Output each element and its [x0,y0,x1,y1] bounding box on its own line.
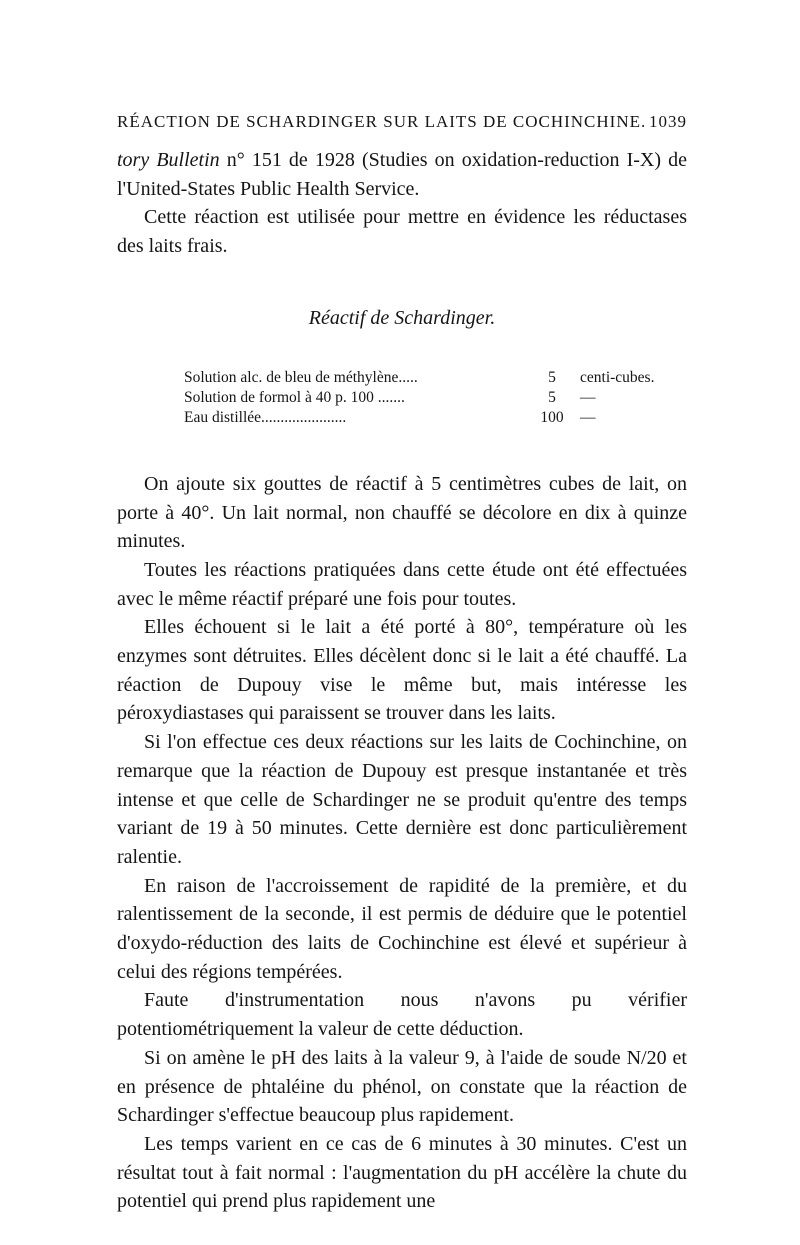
reagent-name: Solution alc. de bleu de méthylène..... [184,368,418,386]
paragraph: Cette réaction est utilisée pour mettre en évidence les réductases des laits frais. [117,206,687,258]
reagent-unit: — [580,388,596,406]
reagent-unit: centi-cubes. [580,368,655,386]
reagent-quantity: 5 [548,368,556,386]
paragraph: Toutes les réactions pratiquées dans cette étude ont été effectuées avec le même réactif préparé une fois pour toutes. [117,558,687,610]
section-title: Réactif de Schardinger. [308,306,496,329]
reagent-name: Solution de formol à 40 p. 100 ....... [184,388,405,406]
table-row [184,408,654,428]
paragraph: On ajoute six gouttes de réactif à 5 centimètres cubes de lait, on porte à 40°. Un lait normal, non chauffé se décolore en dix à quinze minutes. [117,472,687,553]
intro-continuation [117,146,687,203]
journal-name: tory Bulletin [117,149,220,171]
running-title: RÉACTION DE SCHARDINGER SUR LAITS DE COCHINCHINE. [117,112,647,131]
intro-continuation-text: n° 151 de 1928 (Studies on oxidation-reduction I-X) de l'United-States Public Health Service. [117,149,687,200]
paragraph: En raison de l'accroissement de rapidité de la première, et du ralentissement de la seconde, il est permis de déduire que le potentiel d'oxydo-réduction des laits de Cochinchine est élevé et supérieur à celui des régions tempérées. [117,874,687,983]
paragraph: Si l'on effectue ces deux réactions sur les laits de Cochinchine, on remarque que la réaction de Dupouy est presque instantanée et très intense et que celle de Schardinger ne se produit qu'entre des temps variant de 19 à 50 minutes. Cette dernière est donc particulièrement ralentie. [117,731,687,868]
table-row [184,388,654,408]
paragraph: Faute d'instrumentation nous n'avons pu vérifier potentiométriquement la valeur de cette déduction. [117,989,687,1041]
page-header [117,112,687,132]
reagent-table [184,368,654,428]
table-row [184,368,654,388]
paragraph: Les temps varient en ce cas de 6 minutes à 30 minutes. C'est un résultat tout à fait normal : l'augmentation du pH accélère la chute du potentiel qui prend plus rapidement une [117,1132,687,1213]
body-text [117,146,687,1216]
reagent-quantity: 5 [548,388,556,406]
reagent-name: Eau distillée...................... [184,408,347,426]
paragraph: Elles échouent si le lait a été porté à 80°, température où les enzymes sont détruites. Elles décèlent donc si le lait a été chauffé. La réaction de Dupouy vise le même but, mais intéresse les péroxydiastases qui paraissent se trouver dans les laits. [117,616,687,725]
page-number: 1039 [649,112,687,131]
reagent-unit: — [580,408,596,426]
paragraph: Si on amène le pH des laits à la valeur 9, à l'aide de soude N/20 et en présence de phtaléine du phénol, on constate que la réaction de Schardinger s'effectue beaucoup plus rapidement. [117,1046,687,1127]
reagent-quantity: 100 [540,408,564,426]
